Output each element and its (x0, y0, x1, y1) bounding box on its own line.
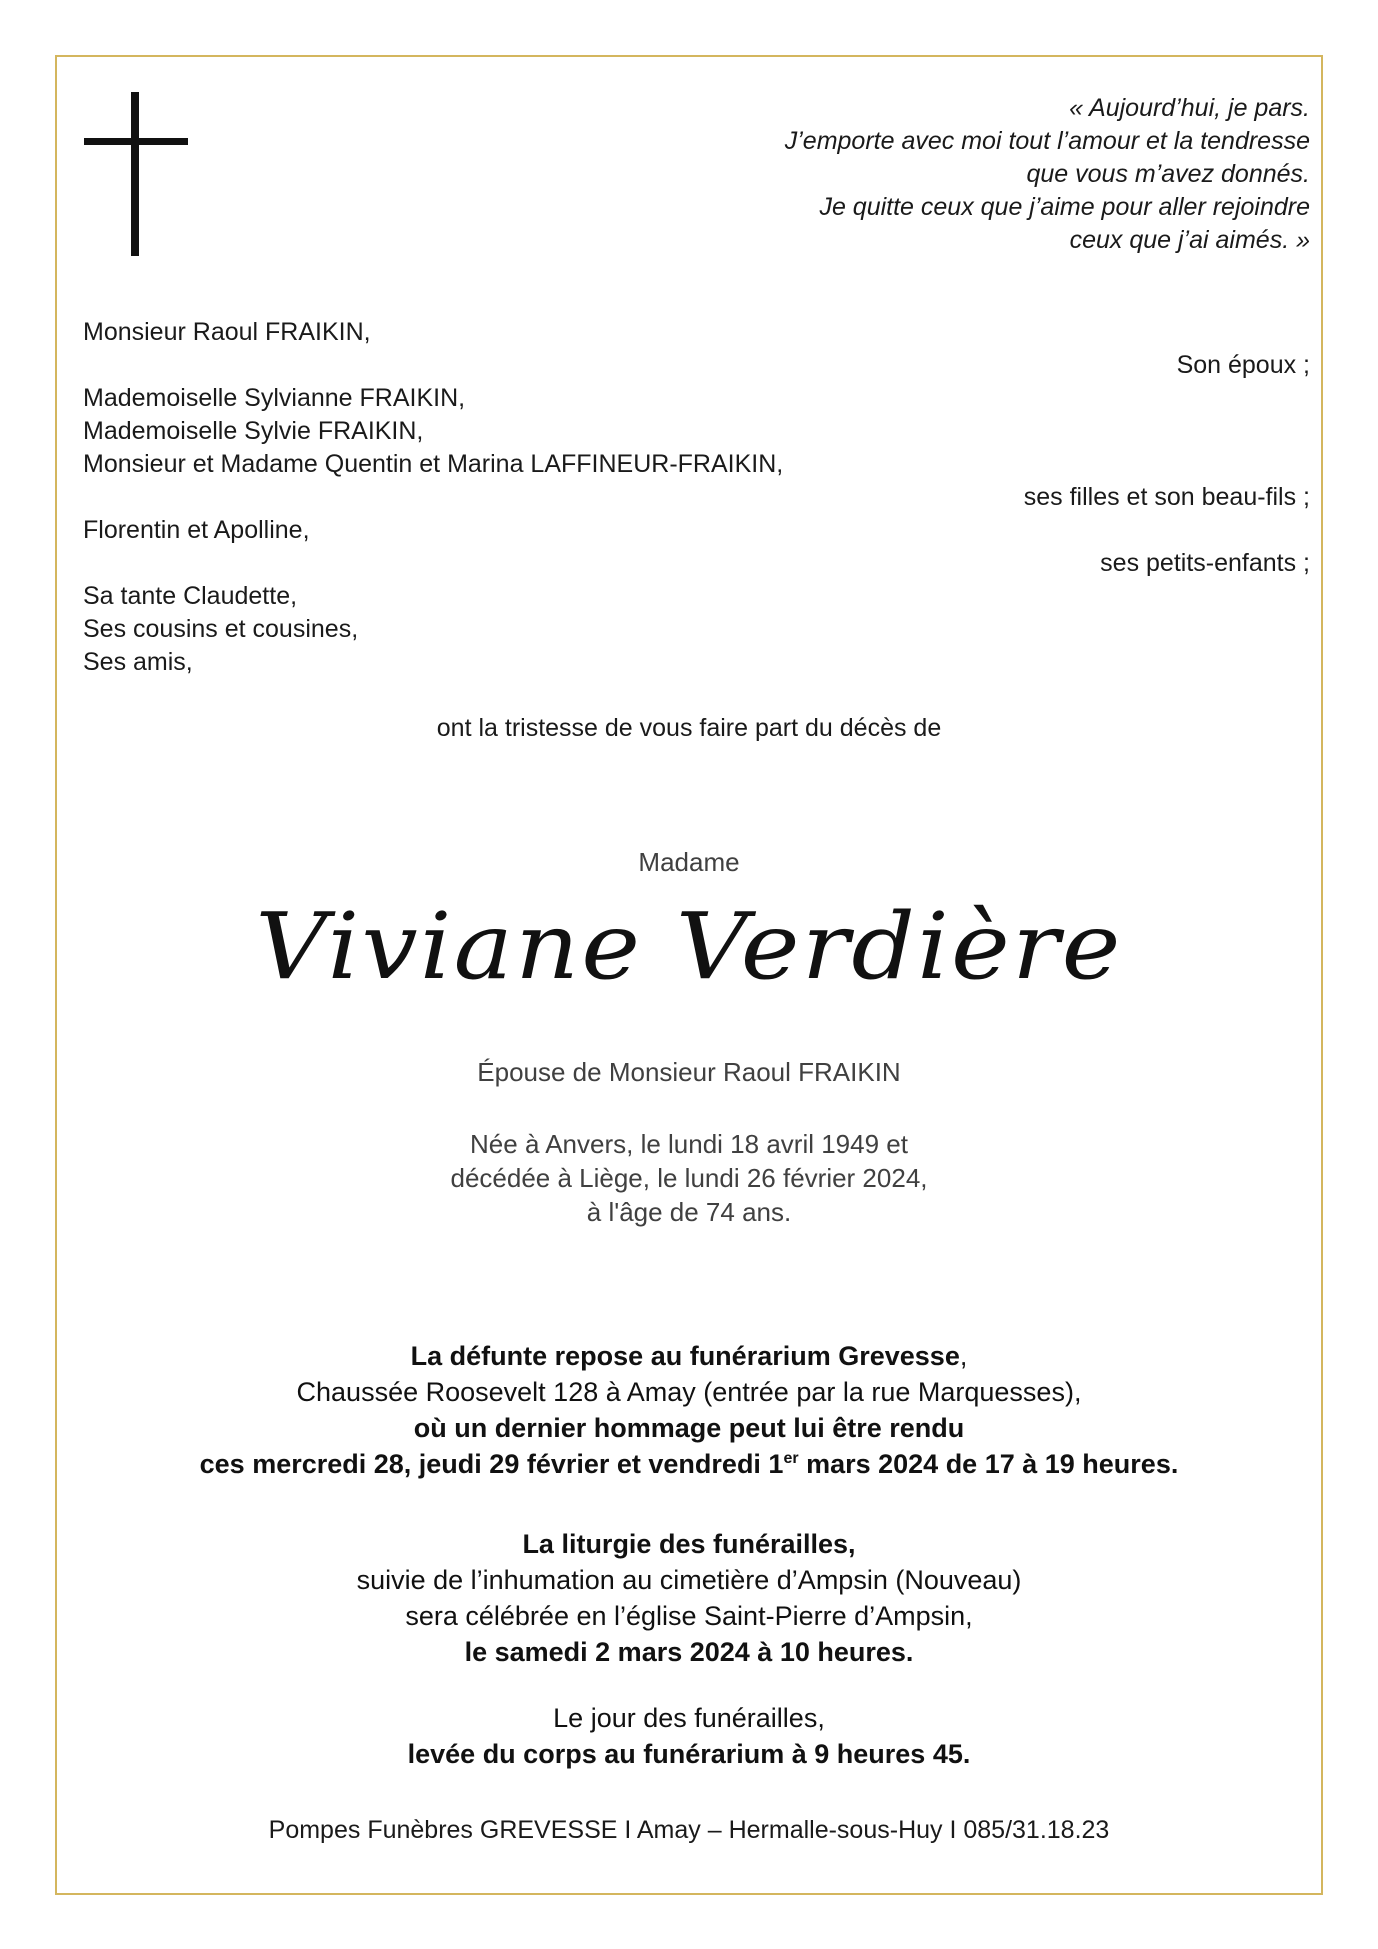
family-children-relation: ses filles et son beau-fils ; (1023, 483, 1310, 511)
funeral-home-footer: Pompes Funèbres GREVESSE I Amay – Hermalle-sous-Huy I 085/31.18.23 (268, 1816, 1110, 1844)
family-grandchildren: Florentin et Apolline, (83, 516, 310, 544)
epigraph-quote (610, 92, 1310, 257)
liturgy-heading: La liturgie des funérailles, (522, 1529, 856, 1559)
quote-line: Je quitte ceux que j’aime pour aller rejoindre (819, 193, 1310, 221)
deceased-death: décédée à Liège, le lundi 26 février 2024, (450, 1163, 928, 1193)
family-daughter-2: Mademoiselle Sylvie FRAIKIN, (83, 417, 424, 445)
family-daughter-1: Mademoiselle Sylvianne FRAIKIN, (83, 384, 466, 412)
quote-line: J’emporte avec moi tout l’amour et la tendresse (784, 127, 1310, 155)
deceased-age: à l'âge de 74 ans. (586, 1197, 792, 1227)
family-aunt: Sa tante Claudette, (83, 582, 298, 610)
family-cousins: Ses cousins et cousines, (83, 615, 359, 643)
family-daughter-3: Monsieur et Madame Quentin et Marina LAFFINEUR-FRAIKIN, (83, 450, 784, 478)
departure-line-1: Le jour des funérailles, (553, 1703, 825, 1733)
family-grandchildren-relation: ses petits-enfants ; (1100, 549, 1310, 577)
announcement-intro: ont la tristesse de vous faire part du décès de (436, 714, 942, 742)
family-spouse-relation: Son époux ; (1176, 351, 1310, 379)
visitation-location: La défunte repose au funérarium Grevesse (410, 1341, 960, 1371)
visitation-dates-part-b: mars 2024 de 17 à 19 heures. (798, 1449, 1179, 1479)
liturgy-date: le samedi 2 mars 2024 à 10 heures. (464, 1637, 914, 1667)
quote-line: que vous m’avez donnés. (1026, 160, 1310, 188)
family-friends: Ses amis, (83, 648, 193, 676)
visitation-address: Chaussée Roosevelt 128 à Amay (entrée par la rue Marquesses), (296, 1377, 1082, 1407)
visitation-dates-part-a: ces mercredi 28, jeudi 29 février et vendredi 1 (199, 1449, 784, 1479)
visitation-dates (55, 1446, 1323, 1482)
quote-line: « Aujourd’hui, je pars. (1069, 94, 1310, 122)
cross-icon (84, 92, 188, 256)
family-spouse-name: Monsieur Raoul FRAIKIN, (83, 318, 371, 346)
deceased-spouse-line: Épouse de Monsieur Raoul FRAIKIN (477, 1057, 901, 1087)
deceased-name: Viviane Verdière (255, 893, 1123, 1000)
departure-line-2: levée du corps au funérarium à 9 heures 45. (407, 1739, 971, 1769)
liturgy-burial: suivie de l’inhumation au cimetière d’Ampsin (Nouveau) (356, 1565, 1022, 1595)
visitation-dates-sup: er (783, 1450, 799, 1467)
visitation-line-1 (55, 1338, 1323, 1374)
quote-line: ceux que j’ai aimés. » (1069, 226, 1310, 254)
visitation-comma: , (959, 1341, 968, 1371)
deceased-title: Madame (638, 847, 740, 877)
deceased-birth: Née à Anvers, le lundi 18 avril 1949 et (470, 1129, 908, 1159)
visitation-tribute: où un dernier hommage peut lui être rendu (413, 1413, 965, 1443)
liturgy-church: sera célébrée en l’église Saint-Pierre d’Ampsin, (405, 1601, 973, 1631)
